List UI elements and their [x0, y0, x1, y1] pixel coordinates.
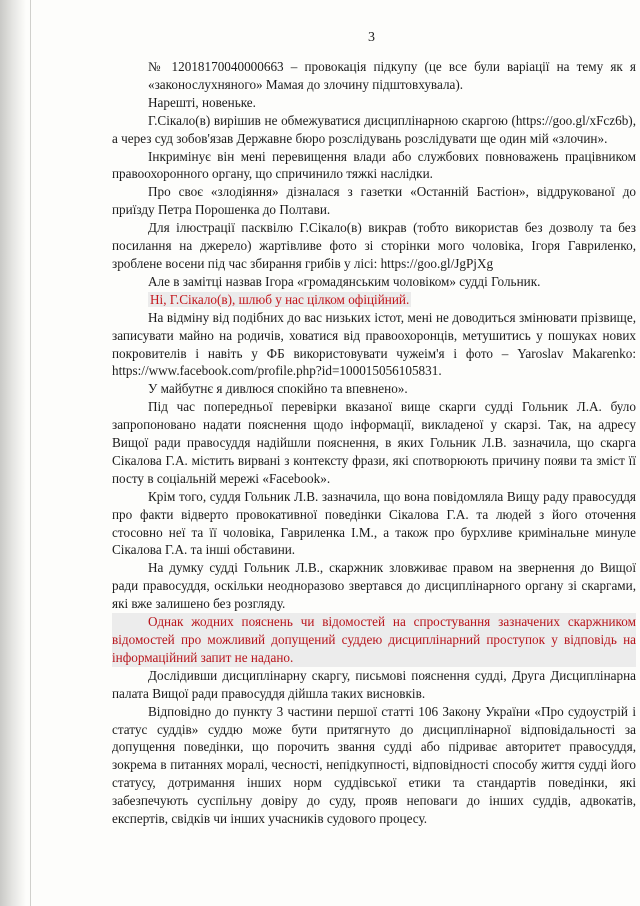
paragraph-villainy: Про своє «злодіяння» дізналася з газетки «Останній Бастіон», віддрукованої до приїзду Петра Порошенка до Полтави.	[112, 184, 636, 218]
paragraph-official-marriage	[112, 291, 636, 309]
paragraph-finally: Нарешті, новеньке.	[148, 94, 256, 110]
paragraph-preliminary-check: Під час попередньої перевірки вказаної вище скарги судді Гольник Л.А. було запропоновано надати пояснення щодо інформації, викладеної у скарзі. Так, на адресу Вищої ради правосуддя надійшли пояснення, в яких Гольник Л.В. зазначила, що скарга Сікалова Г.А. містить вирвані з контексту фрази, які спотворюють причину появи та зміст її посту в соціальній мережі «Facebook».	[112, 399, 636, 486]
paragraph-incriminates: Інкримінує він мені перевищення влади або службових повноважень працівником правоохоронного органу, що спричинило тяжкі наслідки.	[112, 148, 636, 182]
paragraph-law-article-106: Відповідно до пункту 3 частини першої статті 106 Закону України «Про судоустрій і статус суддів» суддю може бути притягнуто до дисциплінарної відповідальності за допущення поведінки, що порочить звання судді або підриває авторитет правосуддя, зокрема в питаннях моралі, чесності, непідкупності, відповідності способу життя судді його статусу, дотримання інших норм суддівської етики та стандартів поведінки, які забезпечують суспільну довіру до суду, прояв неповаги до інших суддів, адвокатів, експертів, свідків чи інших учасників судового процесу.	[112, 703, 636, 827]
paragraph-having-examined: Дослідивши дисциплінарну скаргу, письмові пояснення судді, Друга Дисциплінарна палата Вищої ради правосуддя дійшла таких висновків.	[112, 667, 636, 701]
paragraph-civil-husband: Але в замітці назвав Ігора «громадянським чоловіком» судді Гольник.	[148, 273, 541, 289]
scan-edge-shadow	[0, 0, 26, 906]
paragraph-no-explanations-highlighted: Однак жодних пояснень чи відомостей на спростування зазначених скаржником відомостей про можливий допущений суддею дисциплінарний проступок у відповідь на інформаційний запит не надано.	[112, 614, 636, 665]
paragraph-moreover: Крім того, суддя Гольник Л.В. зазначила, що вона повідомляла Вищу раду правосуддя про факти відверто провокативної поведінки Сікалова Г.А. та людей з його оточення стосовно неї та її чоловіка, Гавриленка І.М., а також про бурхливе кримінальне минуле Сікалова Г.А. та інші обставини.	[112, 488, 636, 558]
binder-line	[30, 0, 31, 906]
paragraph-sikalo-decided: Г.Сікало(в) вирішив не обмежуватися дисциплінарною скаргою (https://goo.gl/xFcz6b), а через суд зобов'язав Державне бюро розслідувань розслідувати ще один мій «злочин».	[112, 112, 636, 146]
paragraph-unlike-creatures: На відміну від подібних до вас низьких істот, мені не доводиться змінювати прізвище, записувати майно на родичів, ховатися від правоохоронців, метушитись у пошуках нових покровителів і навіть у ФБ використовувати чужеім'я і фото – Yaroslav Makarenko: https://www.facebook.com/profile.php?id=100015056105831.	[112, 309, 636, 379]
page-number: 3	[368, 30, 376, 45]
paragraph-case-number: № 12018170040000663 – провокація підкупу (це все були варіації на тему як я «законослухняного» Мамая до злочину підштовхувала).	[148, 59, 636, 92]
paragraph-illustration: Для ілюстрації пасквілю Г.Сікало(в) викрав (тобто використав без дозволу та без посилання на джерело) жартівливе фото зі сторінки мого чоловіка, Ігоря Гавриленко, зроблене восени під час збирання грибів у лісі: https://goo.gl/JgPjXg	[112, 220, 636, 271]
highlighted-marriage-text: Ні, Г.Сікало(в), шлюб у нас цілком офіційний.	[150, 291, 410, 307]
document-body	[112, 58, 636, 828]
paragraph-future: У майбутнє я дивлюся спокійно та впевнено».	[148, 381, 408, 397]
paragraph-abuse-of-right: На думку судді Гольник Л.В., скаржник зловживає правом на звернення до Вищої ради правосуддя, оскільки неодноразово звертався до дисциплінарного органу зі скаргами, які вже залишено без розгляду.	[112, 560, 636, 612]
